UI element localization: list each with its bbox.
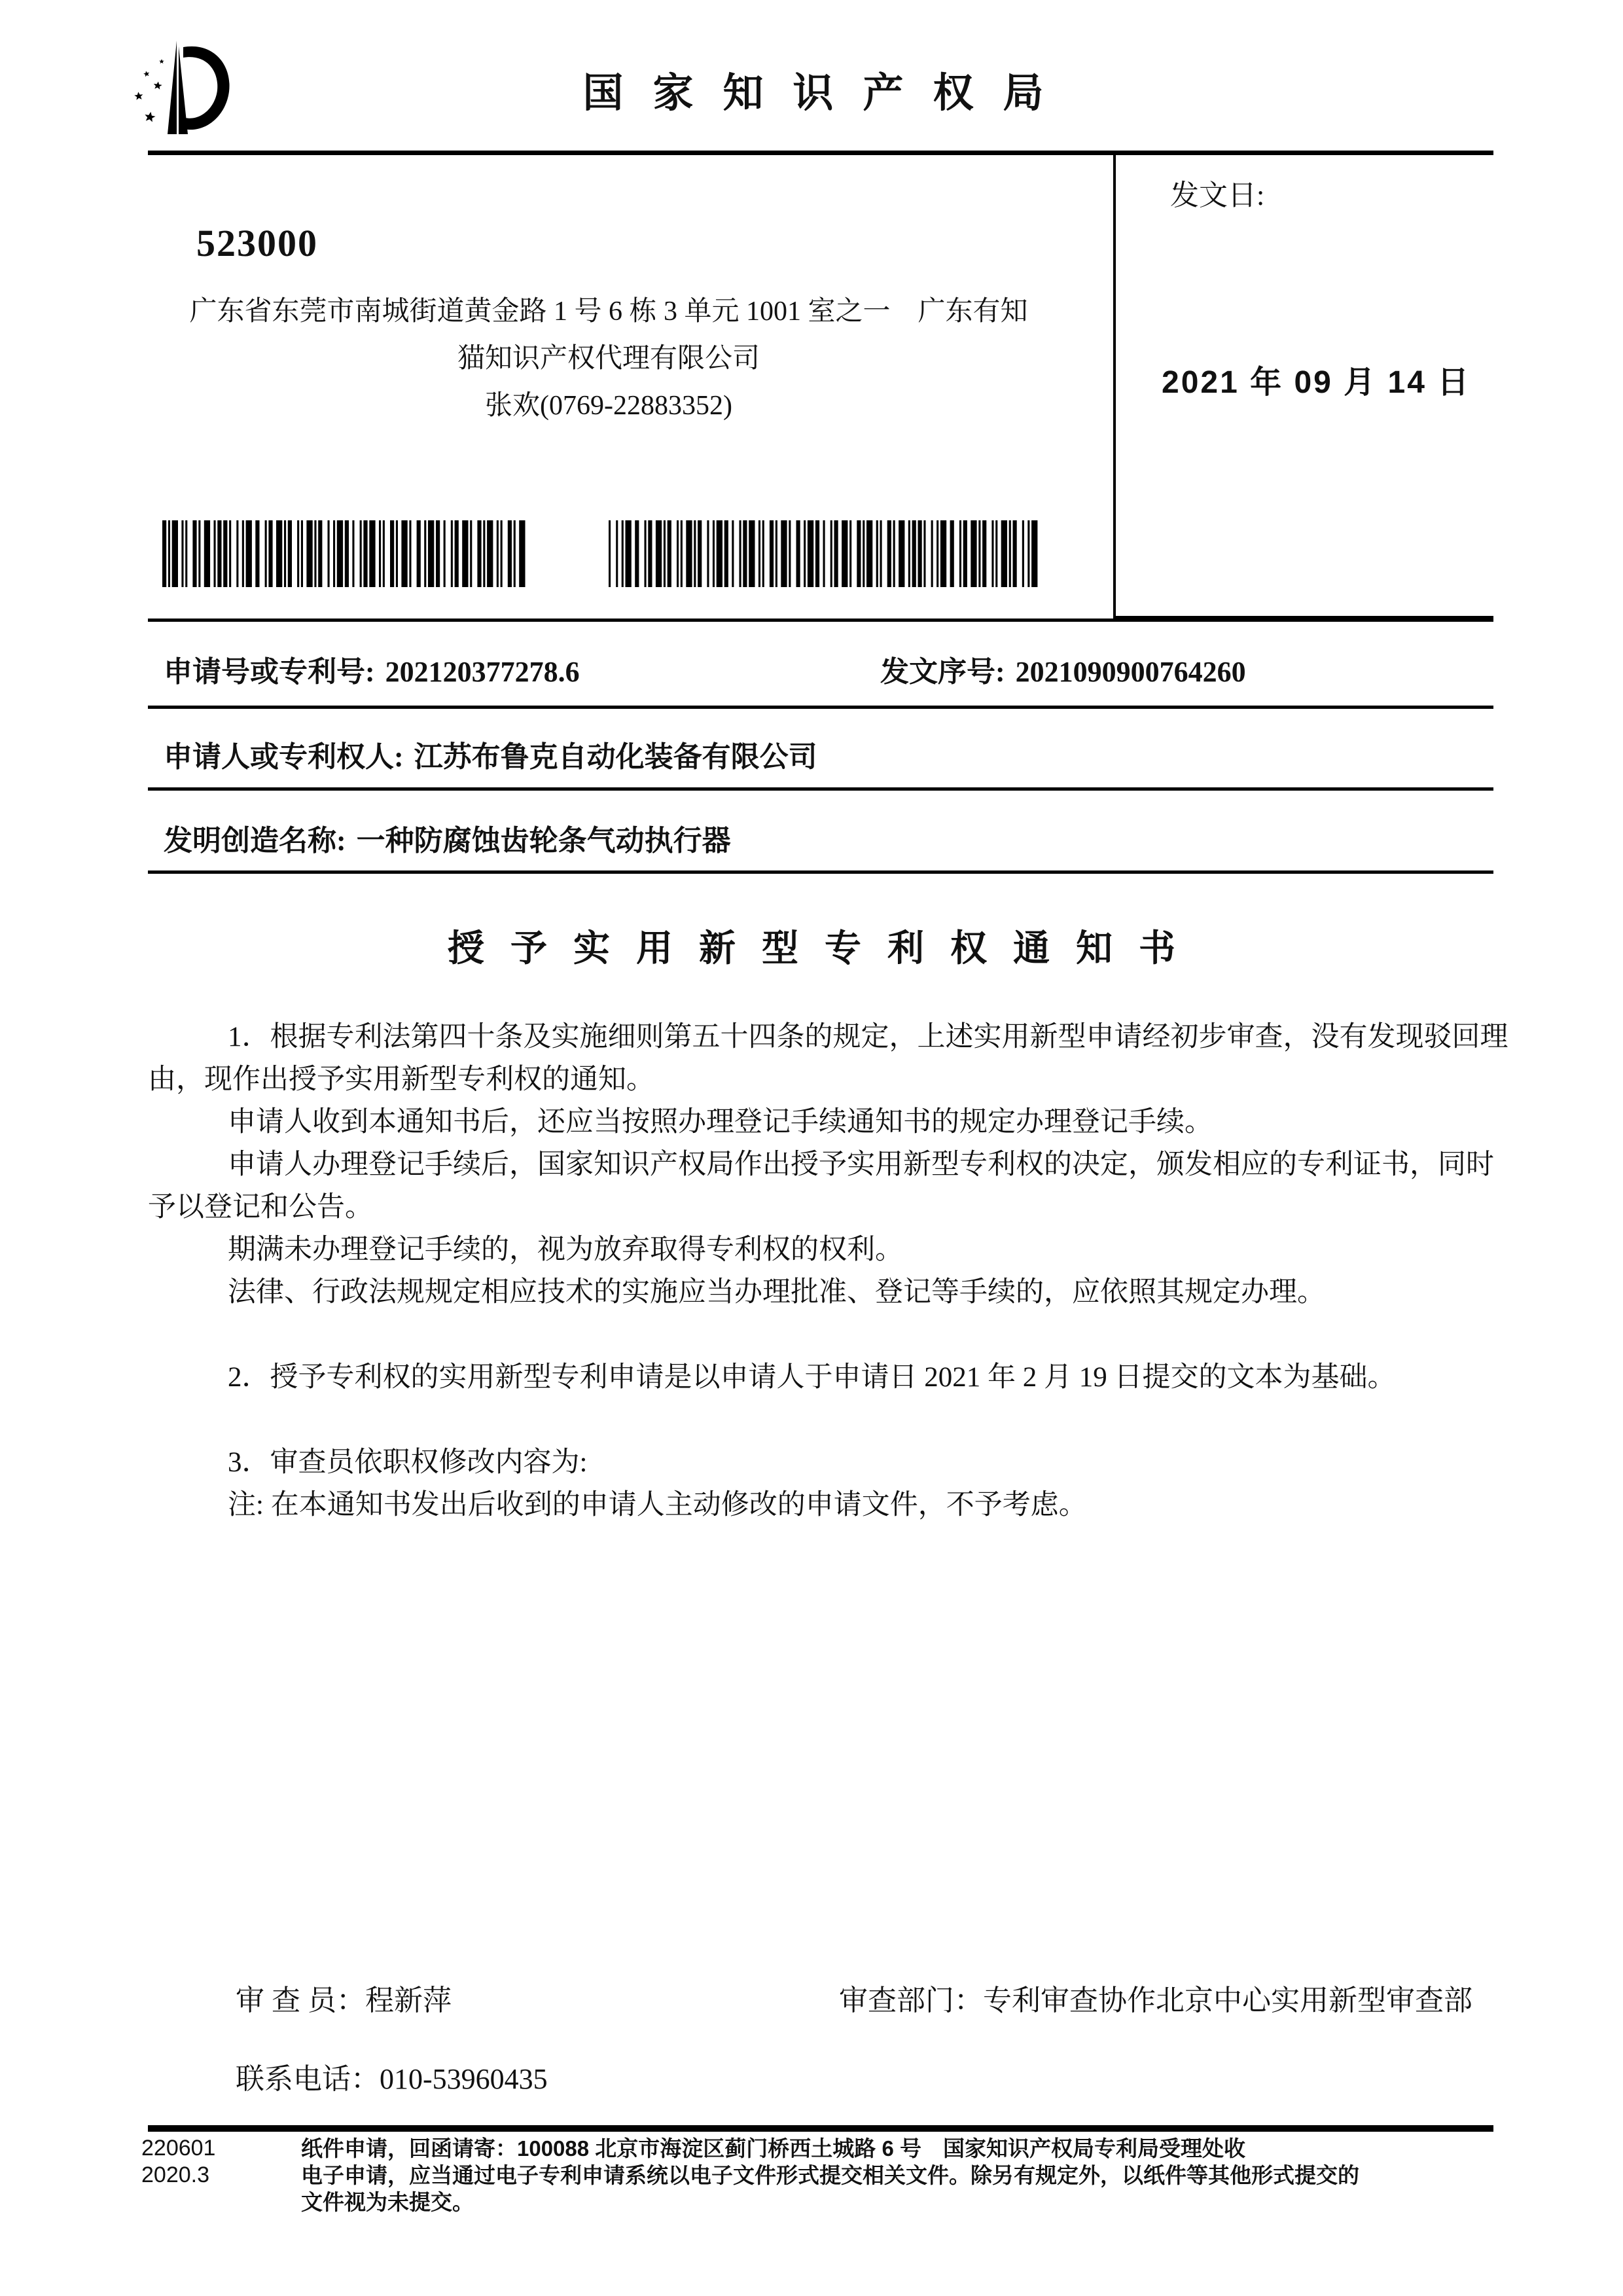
examiner-label: 审 查 员：: [236, 1984, 365, 2017]
row-divider: [148, 870, 1493, 874]
contact-phone-value: 010-53960435: [380, 2063, 548, 2095]
form-code: 220601: [141, 2136, 216, 2161]
row-divider: [148, 706, 1493, 709]
barcode-right-image: [609, 520, 1041, 587]
body-line: 期满未办理登记手续的，视为放弃取得专利权的权利。: [228, 1234, 903, 1265]
invention-title-value: 一种防腐蚀齿轮条气动执行器: [356, 825, 731, 857]
footer-line: 文件视为未提交。: [301, 2190, 474, 2214]
department-row: [839, 1977, 1472, 2018]
body-line: 3．审查员依职权修改内容为:: [228, 1447, 588, 1478]
contact-phone-row: [236, 2055, 548, 2097]
address-line: 张欢(0769-22883352): [485, 391, 732, 421]
body-line: 法律、行政法规规定相应技术的实施应当办理批准、登记等手续的，应依照其规定办理。: [228, 1277, 1325, 1308]
application-number-value: 202120377278.6: [385, 656, 580, 688]
serial-number-value: 2021090900764260: [1015, 656, 1246, 688]
vertical-divider: [1113, 155, 1116, 620]
barcode-left-image: [162, 520, 533, 587]
examiner-row: [236, 1977, 452, 2018]
address-line: 广东省东莞市南城街道黄金路 1 号 6 栋 3 单元 1001 室之一 广东有知: [189, 296, 1028, 327]
applicant-row: [164, 733, 817, 775]
notice-title: 授予实用新型专利权通知书: [448, 927, 1202, 969]
body-line: 1．根据专利法第四十条及实施细则第五十四条的规定，上述实用新型申请经初步审查，没有发现驳回理: [228, 1022, 1508, 1052]
invention-title-row: [164, 817, 731, 859]
body-line-spacer: [148, 1314, 1499, 1356]
agency-title: 国家知识产权局: [582, 71, 1073, 116]
body-line: 申请人办理登记手续后，国家知识产权局作出授予实用新型专利权的决定，颁发相应的专利证书，同时: [228, 1149, 1494, 1180]
examiner-name: 程新萍: [365, 1984, 452, 2017]
row-divider: [148, 787, 1493, 791]
date-cell-bottom-divider: [1113, 616, 1493, 622]
application-number-label: 申请号或专利号:: [164, 656, 375, 688]
form-version: 2020.3: [141, 2162, 209, 2187]
contact-phone-label: 联系电话：: [236, 2063, 380, 2095]
application-number-row: [164, 648, 580, 690]
section-divider: [148, 619, 1113, 622]
serial-number-row: [880, 648, 1246, 690]
dispatch-date-value: 2021 年 09 月 14 日: [1162, 365, 1471, 400]
department-name: 专利审查协作北京中心实用新型审查部: [983, 1984, 1472, 2017]
footer-line: 纸件申请，回函请寄：100088 北京市海淀区蓟门桥西土城路 6 号 国家知识产权局专利局受理处收: [301, 2136, 1245, 2161]
invention-title-label: 发明创造名称:: [164, 825, 346, 857]
department-label: 审查部门：: [839, 1984, 983, 2017]
body-line: 予以登记和公告。: [148, 1192, 373, 1223]
footer-instructions: [301, 2135, 1551, 2215]
body-line: 注: 在本通知书发出后收到的申请人主动修改的申请文件，不予考虑。: [228, 1490, 1087, 1520]
serial-number-label: 发文序号:: [880, 656, 1005, 688]
form-codes: [141, 2135, 215, 2189]
header-divider: [148, 151, 1493, 155]
applicant-label: 申请人或专利权人:: [164, 741, 404, 773]
address-line: 猫知识产权代理有限公司: [457, 344, 760, 374]
recipient-address: [128, 288, 1090, 429]
body-line-spacer: [148, 1399, 1499, 1441]
postal-code: 523000: [196, 222, 318, 264]
footer-divider: [148, 2125, 1493, 2132]
body-line: 由，现作出授予实用新型专利权的通知。: [148, 1064, 654, 1095]
dispatch-date-label: 发文日:: [1170, 179, 1265, 211]
body-line: 2．授予专利权的实用新型专利申请是以申请人于申请日 2021 年 2 月 19 日提交的文本为基础。: [228, 1362, 1396, 1393]
notice-body: [148, 1016, 1508, 1526]
body-line: 申请人收到本通知书后，还应当按照办理登记手续通知书的规定办理登记手续。: [228, 1107, 1213, 1138]
applicant-value: 江苏布鲁克自动化装备有限公司: [414, 741, 817, 773]
footer-line: 电子申请，应当通过电子专利申请系统以电子文件形式提交相关文件。除另有规定外，以纸件等其他形式提交的: [301, 2163, 1359, 2187]
